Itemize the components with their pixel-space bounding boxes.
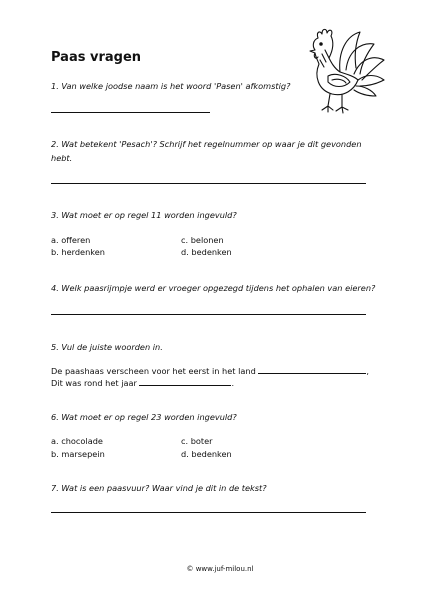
question-5: 5. Vul de juiste woorden in. [51,342,163,352]
footer-credit: © www.juf-milou.nl [186,565,254,573]
option-6a[interactable]: a. chocolade [51,436,103,446]
answer-line-4[interactable] [51,314,366,315]
option-3c[interactable]: c. belonen [181,235,224,245]
question-4: 4. Welk paasrijmpje werd er vroeger opgezegd tijdens het ophalen van eieren? [51,283,376,293]
question-3: 3. Wat moet er op regel 11 worden ingevuld? [51,210,237,220]
answer-line-1[interactable] [51,112,210,113]
question-6: 6. Wat moet er op regel 23 worden ingevuld? [51,412,237,422]
blank-country[interactable] [258,365,366,374]
option-3d[interactable]: d. bedenken [181,247,232,257]
blank-year[interactable] [139,377,231,386]
rooster-icon [298,24,386,120]
fill-in-line-2 [51,377,234,389]
option-6c[interactable]: c. boter [181,436,213,446]
answer-line-2[interactable] [51,183,366,184]
option-3b[interactable]: b. herdenken [51,247,105,257]
question-1: 1. Van welke joodse naam is het woord 'Pasen' afkomstig? [51,81,291,91]
fill-in-end-2: . [231,378,235,388]
option-6d[interactable]: d. bedenken [181,449,232,459]
question-7: 7. Wat is een paasvuur? Waar vind je dit in de tekst? [51,483,267,493]
fill-in-text-1: De paashaas verscheen voor het eerst in het land [51,366,256,376]
fill-in-line-1 [51,365,369,377]
fill-in-end-1: , [366,366,369,376]
question-2: 2. Wat betekent 'Pesach'? Schrijf het regelnummer op waar je dit gevonden hebt. [51,139,362,163]
option-6b[interactable]: b. marsepein [51,449,105,459]
answer-line-7[interactable] [51,512,366,513]
fill-in-text-2: Dit was rond het jaar [51,378,137,388]
option-3a[interactable]: a. offeren [51,235,91,245]
page-title: Paas vragen [51,50,142,65]
